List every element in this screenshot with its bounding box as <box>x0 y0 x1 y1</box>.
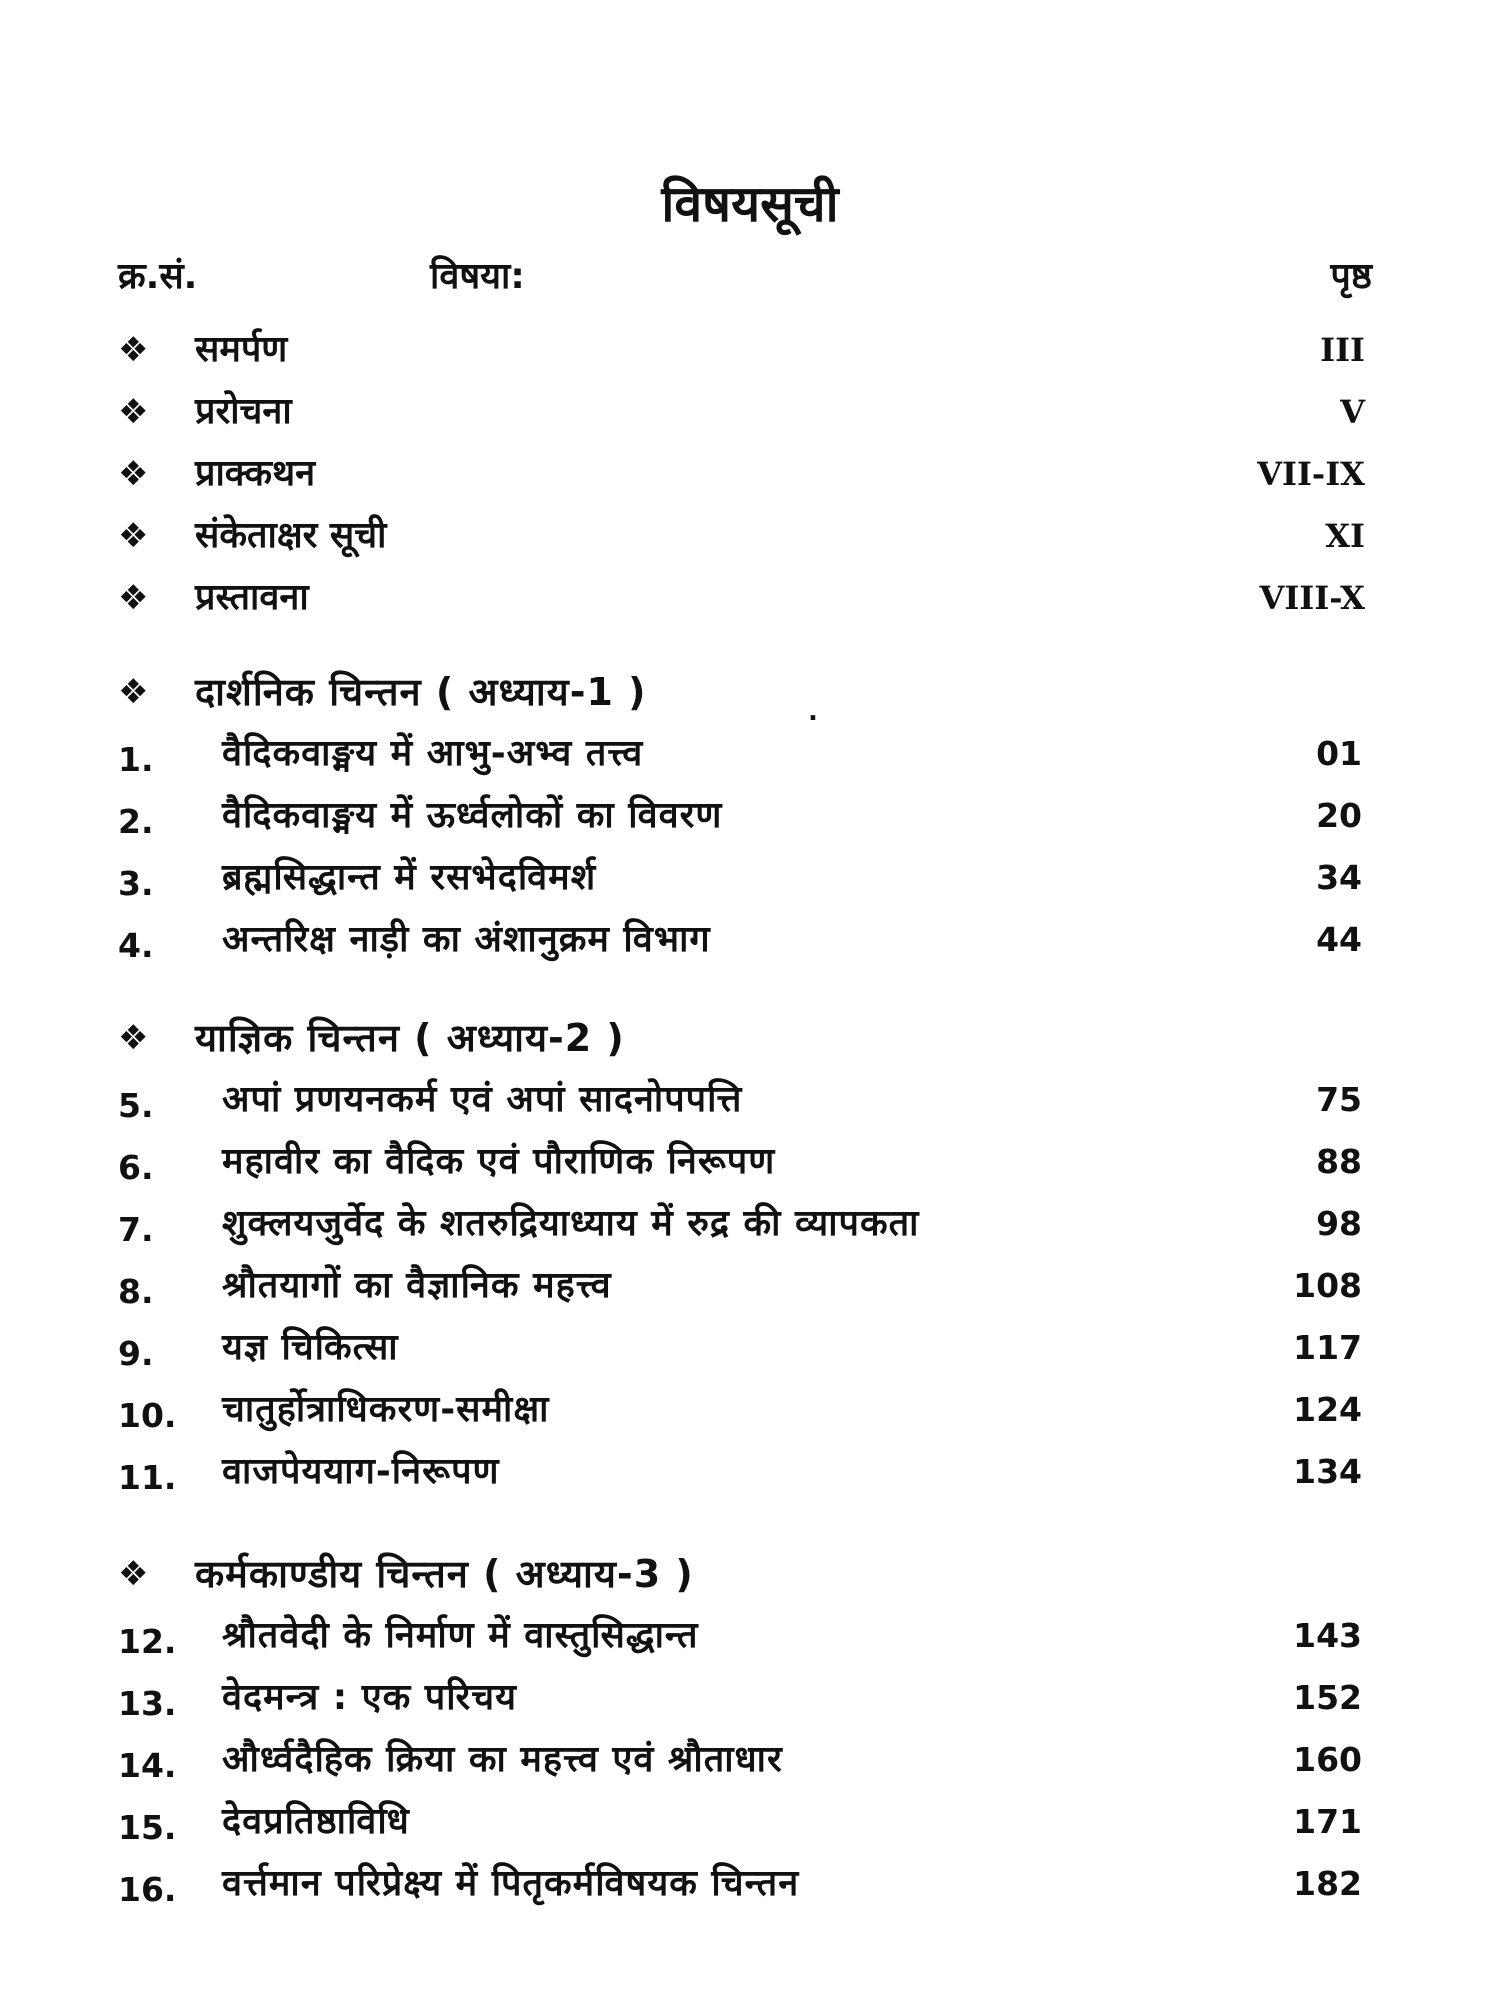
section-heading <box>0 1544 1500 1604</box>
entry-number: 7. <box>118 1210 154 1249</box>
toc-entry <box>0 848 1500 908</box>
page-column-header: पृष्ठ <box>1330 256 1372 297</box>
entry-title: देवप्रतिष्ठाविधि <box>222 1801 410 1842</box>
toc-entry <box>0 1442 1500 1502</box>
front-matter-page: VIII-X <box>1259 579 1365 617</box>
entry-title: और्ध्वदैहिक क्रिया का महत्त्व एवं श्रौताधार <box>222 1739 783 1780</box>
toc-entry <box>0 1792 1500 1852</box>
entry-title: शुक्लयजुर्वेद के शतरुद्रियाध्याय में रुद्र की व्यापकता <box>222 1203 920 1244</box>
section-heading-text: याज्ञिक चिन्तन ( अध्याय-2 ) <box>195 1016 625 1060</box>
entry-title: वाजपेययाग-निरूपण <box>222 1451 500 1492</box>
entry-page: 171 <box>1293 1802 1362 1841</box>
entry-number: 4. <box>118 926 154 965</box>
entry-title: चातुर्होत्राधिकरण-समीक्षा <box>222 1389 550 1430</box>
entry-page: 98 <box>1316 1204 1362 1243</box>
diamond-bullet-icon: ❖ <box>118 672 149 712</box>
front-matter-label: समर्पण <box>195 329 288 370</box>
front-matter-label: प्रस्तावना <box>195 577 309 618</box>
toc-entry <box>0 1854 1500 1914</box>
diamond-bullet-icon: ❖ <box>118 392 149 432</box>
entry-page: 143 <box>1293 1616 1362 1655</box>
front-matter-page: III <box>1320 331 1365 369</box>
toc-entry <box>0 1132 1500 1192</box>
entry-number: 16. <box>118 1870 177 1909</box>
entry-title: श्रौतयागों का वैज्ञानिक महत्त्व <box>222 1265 612 1306</box>
front-matter-item <box>0 506 1500 566</box>
diamond-bullet-icon: ❖ <box>118 1554 149 1594</box>
entry-page: 182 <box>1293 1864 1362 1903</box>
entry-page: 124 <box>1293 1390 1362 1429</box>
entry-number: 1. <box>118 740 154 779</box>
front-matter-label: प्राक्कथन <box>195 453 316 494</box>
entry-number: 15. <box>118 1808 177 1847</box>
diamond-bullet-icon: ❖ <box>118 578 149 618</box>
entry-page: 75 <box>1316 1080 1362 1119</box>
section-heading-text: दार्शनिक चिन्तन ( अध्याय-1 ) <box>195 670 647 714</box>
entry-page: 88 <box>1316 1142 1362 1181</box>
entry-page: 152 <box>1293 1678 1362 1717</box>
front-matter-item <box>0 320 1500 380</box>
entry-page: 160 <box>1293 1740 1362 1779</box>
toc-entry <box>0 1668 1500 1728</box>
toc-entry <box>0 1194 1500 1254</box>
toc-entry <box>0 1606 1500 1666</box>
entry-title: वेदमन्त्र : एक परिचय <box>222 1677 518 1718</box>
entry-number: 5. <box>118 1086 154 1125</box>
entry-number: 11. <box>118 1458 177 1497</box>
entry-number: 6. <box>118 1148 154 1187</box>
entry-title: यज्ञ चिकित्सा <box>222 1327 399 1368</box>
diamond-bullet-icon: ❖ <box>118 330 149 370</box>
serial-column-header: क्र.सं. <box>118 256 198 297</box>
diamond-bullet-icon: ❖ <box>118 516 149 556</box>
front-matter-page: V <box>1340 393 1365 431</box>
diamond-bullet-icon: ❖ <box>118 454 149 494</box>
entry-number: 13. <box>118 1684 177 1723</box>
section-heading-text: कर्मकाण्डीय चिन्तन ( अध्याय-3 ) <box>195 1552 694 1596</box>
front-matter-label: प्ररोचना <box>195 391 292 432</box>
entry-title: वैदिकवाङ्मय में ऊर्ध्वलोकों का विवरण <box>222 795 723 836</box>
toc-entry <box>0 724 1500 784</box>
entry-title: श्रौतवेदी के निर्माण में वास्तुसिद्धान्त <box>222 1615 699 1656</box>
entry-page: 01 <box>1316 734 1362 773</box>
front-matter-page: VII-IX <box>1257 455 1365 493</box>
toc-entry <box>0 1070 1500 1130</box>
entry-title: महावीर का वैदिक एवं पौराणिक निरूपण <box>222 1141 776 1182</box>
toc-entry <box>0 1730 1500 1790</box>
front-matter-item <box>0 568 1500 628</box>
entry-title: वैदिकवाङ्मय में आभु-अभ्व तत्त्व <box>222 733 644 774</box>
toc-entry <box>0 1256 1500 1316</box>
entry-number: 10. <box>118 1396 177 1435</box>
entry-number: 9. <box>118 1334 154 1373</box>
entry-number: 2. <box>118 802 154 841</box>
entry-page: 20 <box>1316 796 1362 835</box>
entry-title: ब्रह्मसिद्धान्त में रसभेदविमर्श <box>222 857 597 898</box>
toc-entry <box>0 786 1500 846</box>
entry-number: 8. <box>118 1272 154 1311</box>
entry-number: 12. <box>118 1622 177 1661</box>
entry-title: अपां प्रणयनकर्म एवं अपां सादनोपपत्ति <box>222 1079 743 1120</box>
subject-column-header: विषया: <box>430 256 525 297</box>
entry-title: वर्त्तमान परिप्रेक्ष्य में पितृकर्मविषयक चिन्तन <box>222 1863 800 1904</box>
entry-page: 117 <box>1293 1328 1362 1367</box>
entry-title: अन्तरिक्ष नाड़ी का अंशानुक्रम विभाग <box>222 919 711 960</box>
entry-number: 14. <box>118 1746 177 1785</box>
entry-number: 3. <box>118 864 154 903</box>
toc-entry <box>0 1380 1500 1440</box>
section-heading <box>0 1008 1500 1068</box>
entry-page: 108 <box>1293 1266 1362 1305</box>
stray-dot: . <box>808 697 818 727</box>
front-matter-page: XI <box>1325 517 1365 555</box>
diamond-bullet-icon: ❖ <box>118 1018 149 1058</box>
toc-entry <box>0 910 1500 970</box>
front-matter-label: संकेताक्षर सूची <box>195 515 387 556</box>
entry-page: 134 <box>1293 1452 1362 1491</box>
front-matter-item <box>0 382 1500 442</box>
entry-page: 44 <box>1316 920 1362 959</box>
front-matter-item <box>0 444 1500 504</box>
section-heading <box>0 662 1500 722</box>
entry-page: 34 <box>1316 858 1362 897</box>
page-title: विषयसूची <box>661 175 839 233</box>
toc-entry <box>0 1318 1500 1378</box>
